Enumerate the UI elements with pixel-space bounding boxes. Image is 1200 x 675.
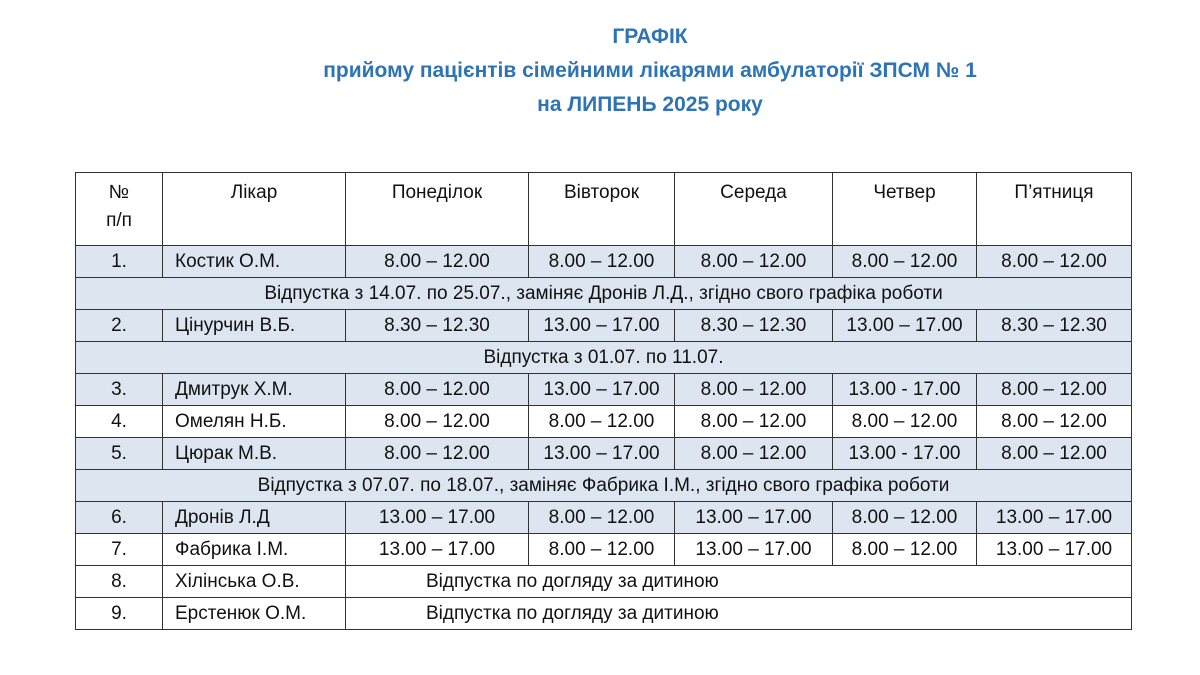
cell-tuesday: 8.00 – 12.00 (529, 246, 675, 278)
table-row (76, 566, 1132, 598)
title-month: ЛИПЕНЬ (567, 93, 657, 116)
row-num: 3. (76, 374, 163, 406)
cell-wednesday: 8.00 – 12.00 (675, 246, 833, 278)
cell-friday: 13.00 – 17.00 (977, 502, 1132, 534)
cell-monday: 8.30 – 12.30 (346, 310, 529, 342)
row-doctor: Цюрак М.В. (163, 438, 346, 470)
cell-monday: 8.00 – 12.00 (346, 406, 529, 438)
table-row (76, 310, 1132, 342)
cell-thursday: 13.00 – 17.00 (833, 310, 977, 342)
table-header-row (76, 173, 1132, 246)
title-suffix: 2025 року (662, 93, 763, 116)
schedule-table (75, 172, 1132, 630)
note-row (76, 470, 1132, 502)
cell-thursday: 13.00 - 17.00 (833, 438, 977, 470)
row-num: 4. (76, 406, 163, 438)
table-row (76, 534, 1132, 566)
note-row (76, 342, 1132, 374)
cell-wednesday: 8.30 – 12.30 (675, 310, 833, 342)
cell-thursday: 13.00 - 17.00 (833, 374, 977, 406)
row-doctor: Цінурчин В.Б. (163, 310, 346, 342)
cell-tuesday: 13.00 – 17.00 (529, 438, 675, 470)
cell-wednesday: 8.00 – 12.00 (675, 406, 833, 438)
header-friday: П’ятниця (977, 173, 1132, 246)
cell-monday: 13.00 – 17.00 (346, 534, 529, 566)
row-doctor: Дмитрук Х.М. (163, 374, 346, 406)
title-line-3 (0, 88, 1200, 122)
header-monday: Понеділок (346, 173, 529, 246)
row-doctor: Омелян Н.Б. (163, 406, 346, 438)
note-text: Відпустка з 14.07. по 25.07., заміняє Дронів Л.Д., згідно свого графіка роботи (76, 278, 1132, 310)
header-tuesday: Вівторок (529, 173, 675, 246)
row-num: 9. (76, 598, 163, 630)
table-row (76, 502, 1132, 534)
header-num (76, 173, 163, 246)
cell-friday: 8.00 – 12.00 (977, 438, 1132, 470)
cell-monday: 8.00 – 12.00 (346, 374, 529, 406)
table-row (76, 438, 1132, 470)
title-prefix: на (537, 93, 562, 116)
row-num: 1. (76, 246, 163, 278)
cell-friday: 8.30 – 12.30 (977, 310, 1132, 342)
row-num: 5. (76, 438, 163, 470)
row-doctor: Ерстенюк О.М. (163, 598, 346, 630)
cell-friday: 8.00 – 12.00 (977, 246, 1132, 278)
cell-tuesday: 8.00 – 12.00 (529, 406, 675, 438)
cell-wednesday: 13.00 – 17.00 (675, 502, 833, 534)
leave-text: Відпустка по догляду за дитиною (346, 566, 1132, 598)
cell-monday: 13.00 – 17.00 (346, 502, 529, 534)
cell-thursday: 8.00 – 12.00 (833, 406, 977, 438)
cell-wednesday: 8.00 – 12.00 (675, 438, 833, 470)
header-num-top: № (108, 182, 130, 203)
cell-monday: 8.00 – 12.00 (346, 438, 529, 470)
cell-tuesday: 13.00 – 17.00 (529, 310, 675, 342)
cell-tuesday: 13.00 – 17.00 (529, 374, 675, 406)
row-num: 7. (76, 534, 163, 566)
header-thursday: Четвер (833, 173, 977, 246)
table-body (76, 246, 1132, 630)
cell-thursday: 8.00 – 12.00 (833, 534, 977, 566)
row-num: 2. (76, 310, 163, 342)
leave-text: Відпустка по догляду за дитиною (346, 598, 1132, 630)
header-wednesday: Середа (675, 173, 833, 246)
header-num-bottom: п/п (106, 210, 132, 231)
header-doctor: Лікар (163, 173, 346, 246)
table-row (76, 598, 1132, 630)
cell-tuesday: 8.00 – 12.00 (529, 534, 675, 566)
row-doctor: Костик О.М. (163, 246, 346, 278)
cell-tuesday: 8.00 – 12.00 (529, 502, 675, 534)
table-row (76, 246, 1132, 278)
cell-friday: 8.00 – 12.00 (977, 406, 1132, 438)
document-title (0, 20, 1200, 122)
cell-wednesday: 8.00 – 12.00 (675, 374, 833, 406)
cell-friday: 8.00 – 12.00 (977, 374, 1132, 406)
cell-wednesday: 13.00 – 17.00 (675, 534, 833, 566)
row-doctor: Дронів Л.Д (163, 502, 346, 534)
row-num: 6. (76, 502, 163, 534)
title-line-2: прийому пацієнтів сімейними лікарями амбулаторії ЗПСМ № 1 (323, 59, 977, 82)
row-doctor: Хілінська О.В. (163, 566, 346, 598)
cell-thursday: 8.00 – 12.00 (833, 246, 977, 278)
note-text: Відпустка з 01.07. по 11.07. (76, 342, 1132, 374)
table-row (76, 406, 1132, 438)
note-text: Відпустка з 07.07. по 18.07., заміняє Фабрика І.М., згідно свого графіка роботи (76, 470, 1132, 502)
row-num: 8. (76, 566, 163, 598)
cell-friday: 13.00 – 17.00 (977, 534, 1132, 566)
row-doctor: Фабрика І.М. (163, 534, 346, 566)
cell-thursday: 8.00 – 12.00 (833, 502, 977, 534)
cell-monday: 8.00 – 12.00 (346, 246, 529, 278)
table-row (76, 374, 1132, 406)
title-line-1: ГРАФІК (612, 25, 688, 48)
note-row (76, 278, 1132, 310)
